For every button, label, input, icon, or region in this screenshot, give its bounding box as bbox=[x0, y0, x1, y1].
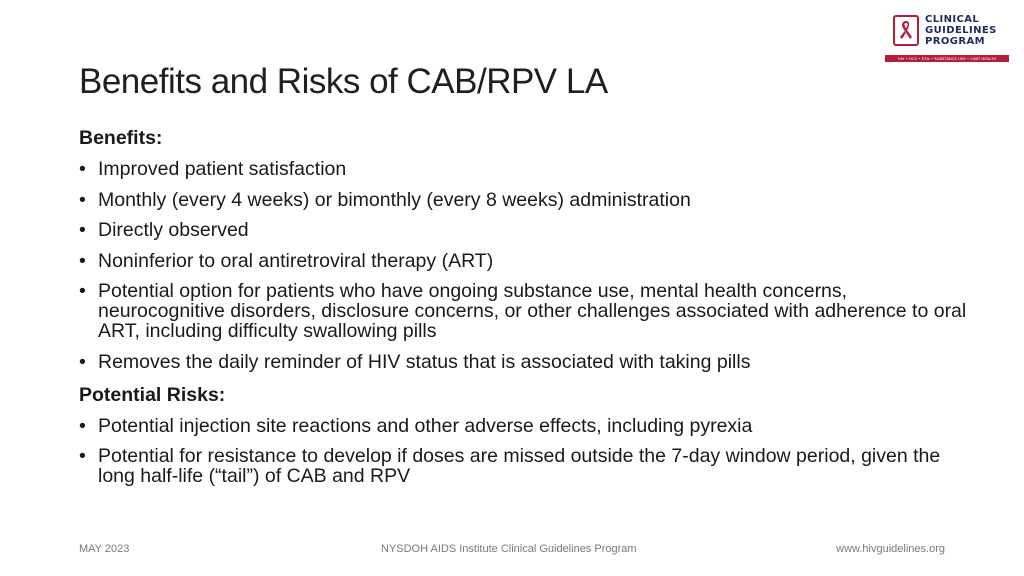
risks-list bbox=[79, 416, 979, 487]
footer-date: MAY 2023 bbox=[79, 543, 130, 555]
logo-wordmark bbox=[925, 14, 997, 47]
logo-frame bbox=[893, 15, 919, 46]
logo-line: PROGRAM bbox=[925, 36, 985, 47]
benefit-item: • Noninferior to oral antiretroviral therapy (ART) bbox=[79, 251, 979, 271]
footer-org: NYSDOH AIDS Institute Clinical Guidelines Program bbox=[381, 543, 637, 555]
benefits-list bbox=[79, 159, 979, 372]
clinical-guidelines-logo bbox=[885, 12, 1009, 64]
risk-item: • Potential injection site reactions and other adverse effects, including pyrexia bbox=[79, 416, 979, 436]
benefit-item: • Directly observed bbox=[79, 220, 979, 240]
logo-line: CLINICAL bbox=[925, 14, 980, 25]
slide-title: Benefits and Risks of CAB/RPV LA bbox=[79, 62, 608, 101]
slide-body bbox=[79, 128, 979, 497]
benefit-item: • Improved patient satisfaction bbox=[79, 159, 979, 179]
risks-heading: Potential Risks: bbox=[79, 383, 226, 406]
benefits-heading: Benefits: bbox=[79, 127, 163, 149]
benefit-item: • Monthly (every 4 weeks) or bimonthly (every 8 weeks) administration bbox=[79, 190, 979, 210]
logo-line: GUIDELINES bbox=[925, 25, 997, 36]
logo-tagline: HIV • HCV • STIs • SUBSTANCE USE • LGBT HEALTH bbox=[885, 55, 1009, 62]
footer-url: www.hivguidelines.org bbox=[836, 543, 945, 555]
benefit-item: • Potential option for patients who have ongoing substance use, mental health concerns, neurocognitive disorders, disclosure concerns, or other challenges associated with adherence to oral ART, including difficulty swallowing pills bbox=[79, 281, 979, 341]
benefit-item: • Removes the daily reminder of HIV status that is associated with taking pills bbox=[79, 352, 979, 372]
risk-item: • Potential for resistance to develop if doses are missed outside the 7-day window period, given the long half-life (“tail”) of CAB and RPV bbox=[79, 446, 979, 486]
red-ribbon-icon bbox=[899, 20, 913, 41]
